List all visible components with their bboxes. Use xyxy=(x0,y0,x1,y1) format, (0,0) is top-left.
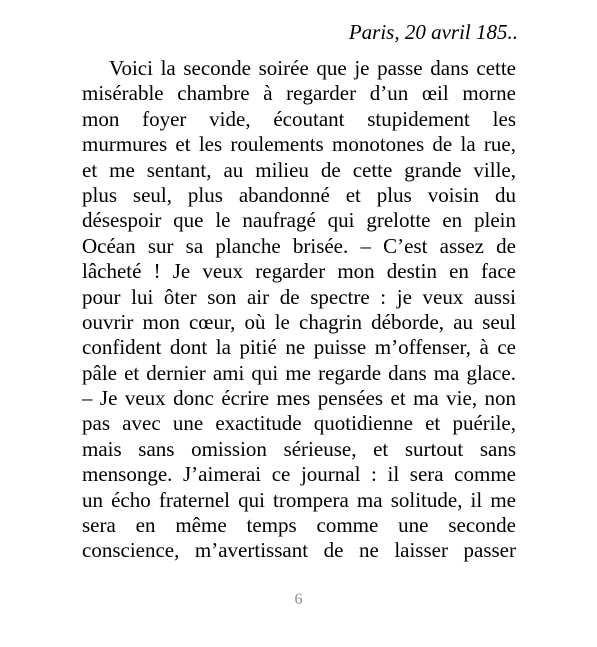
page-number: 6 xyxy=(294,591,303,608)
text-line: mon foyer vide, écoutant stupidement les xyxy=(82,106,516,131)
text-line: conscience, m’avertissant de ne laisser passer xyxy=(82,538,516,563)
text-line: misérable chambre à regarder d’un œil morne xyxy=(82,81,516,106)
text-line: plus seul, plus abandonné et plus voisin du xyxy=(82,182,516,207)
text-line: mais sans omission sérieuse, et surtout sans xyxy=(82,436,516,461)
text-line: Océan sur sa planche brisée. – C’est assez de xyxy=(82,233,516,258)
dateline: Paris, 20 avril 185.. xyxy=(348,20,518,44)
body-paragraph xyxy=(82,56,516,564)
text-line: un écho fraternel qui trompera ma solitude, il me xyxy=(82,487,516,512)
text-line: mensonge. J’aimerai ce journal : il sera comme xyxy=(82,462,516,487)
text-line: murmures et les roulements monotones de la rue, xyxy=(82,132,516,157)
text-line: pas avec une exactitude quotidienne et puérile, xyxy=(82,411,516,436)
text-line: sera en même temps comme une seconde xyxy=(82,513,516,538)
text-line: – Je veux donc écrire mes pensées et ma vie, non xyxy=(82,386,516,411)
text-line: confident dont la pitié ne puisse m’offenser, à ce xyxy=(82,335,516,360)
text-line: pâle et dernier ami qui me regarde dans ma glace. xyxy=(82,360,516,385)
text-line: lâcheté ! Je veux regarder mon destin en face xyxy=(82,259,516,284)
text-line: pour lui ôter son air de spectre : je veux aussi xyxy=(82,284,516,309)
text-line: ouvrir mon cœur, où le chagrin déborde, au seul xyxy=(82,309,516,334)
text-line: et me sentant, au milieu de cette grande ville, xyxy=(82,157,516,182)
text-line: désespoir que le naufragé qui grelotte en plein xyxy=(82,208,516,233)
text-line: Voici la seconde soirée que je passe dans cette xyxy=(109,56,516,80)
